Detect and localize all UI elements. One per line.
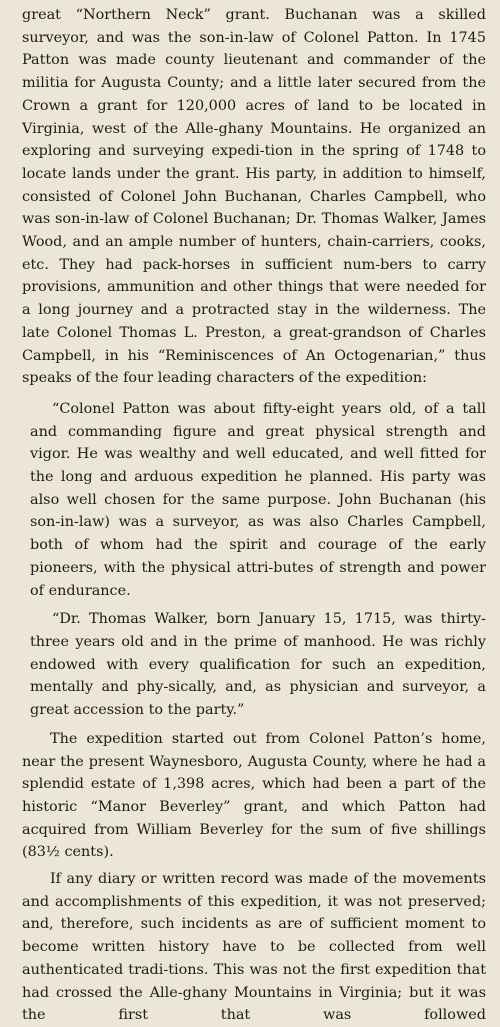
quote-colonel-patton: “Colonel Patton was about fifty-eight years old, of a tall and commanding figure and great physical strength and vigor. He was wealthy and well educated, and well fitted for the long and arduous expedition he planned. His party was also well chosen for the same purpose. John Buchanan (his son-in-law) was a surveyor, as was also Charles Campbell, both of whom had the spirit and courage of the early pioneers, with the physical attri-butes of strength and power of endurance. [30,400,486,599]
paragraph-northern-neck: great “Northern Neck” grant. Buchanan was a skilled surveyor, and was the son-in-law of Colonel Patton. In 1745 Patton was made county lieutenant and commander of the militia for Augusta County; and a little later secured from the Crown a grant for 120,000 acres of land to be located in Virginia, west of the Alle-ghany Mountains. He organized an exploring and surveying expedi-tion in the spring of 1748 to locate lands under the grant. His party, in addition to himself, consisted of Colonel John Buchanan, Charles Campbell, who was son-in-law of Colonel Buchanan; Dr. Thomas Walker, James Wood, and an ample number of hunters, chain-carriers, cooks, etc. They had pack-horses in sufficient num-bers to carry provisions, ammunition and other things that were needed for a long journey and a protracted stay in the wilderness. The late Colonel Thomas L. Preston, a great-grandson of Charles Campbell, in his “Reminiscences of An Octogenarian,” thus speaks of the four leading characters of the expedition: [22,7,486,387]
paragraph-diary-record: If any diary or written record was made of the movements and accomplishments of this expedition, it was not preserved; and, therefore, such incidents as are of sufficient moment to become written history have to be collected from well authenticated tradi-tions. This was not the first expedition that had crossed the Alle-ghany Mountains in Virginia; but it was the first that was followed [22,871,486,1024]
quote-dr-walker: “Dr. Thomas Walker, born January 15, 1715, was thirty-three years old and in the prime of manhood. He was richly endowed with every qualification for such an expedition, mentally and phy-sically, and, as physician and surveyor, a great accession to the party.” [30,611,486,719]
paragraph-expedition-start: The expedition started out from Colonel Patton’s home, near the present Waynesboro, Augusta County, where he had a splendid estate of 1,398 acres, which had been a part of the historic “Manor Beverley” grant, and which Patton had acquired from William Beverley for the sum of five shillings (83½ cents). [22,730,486,861]
